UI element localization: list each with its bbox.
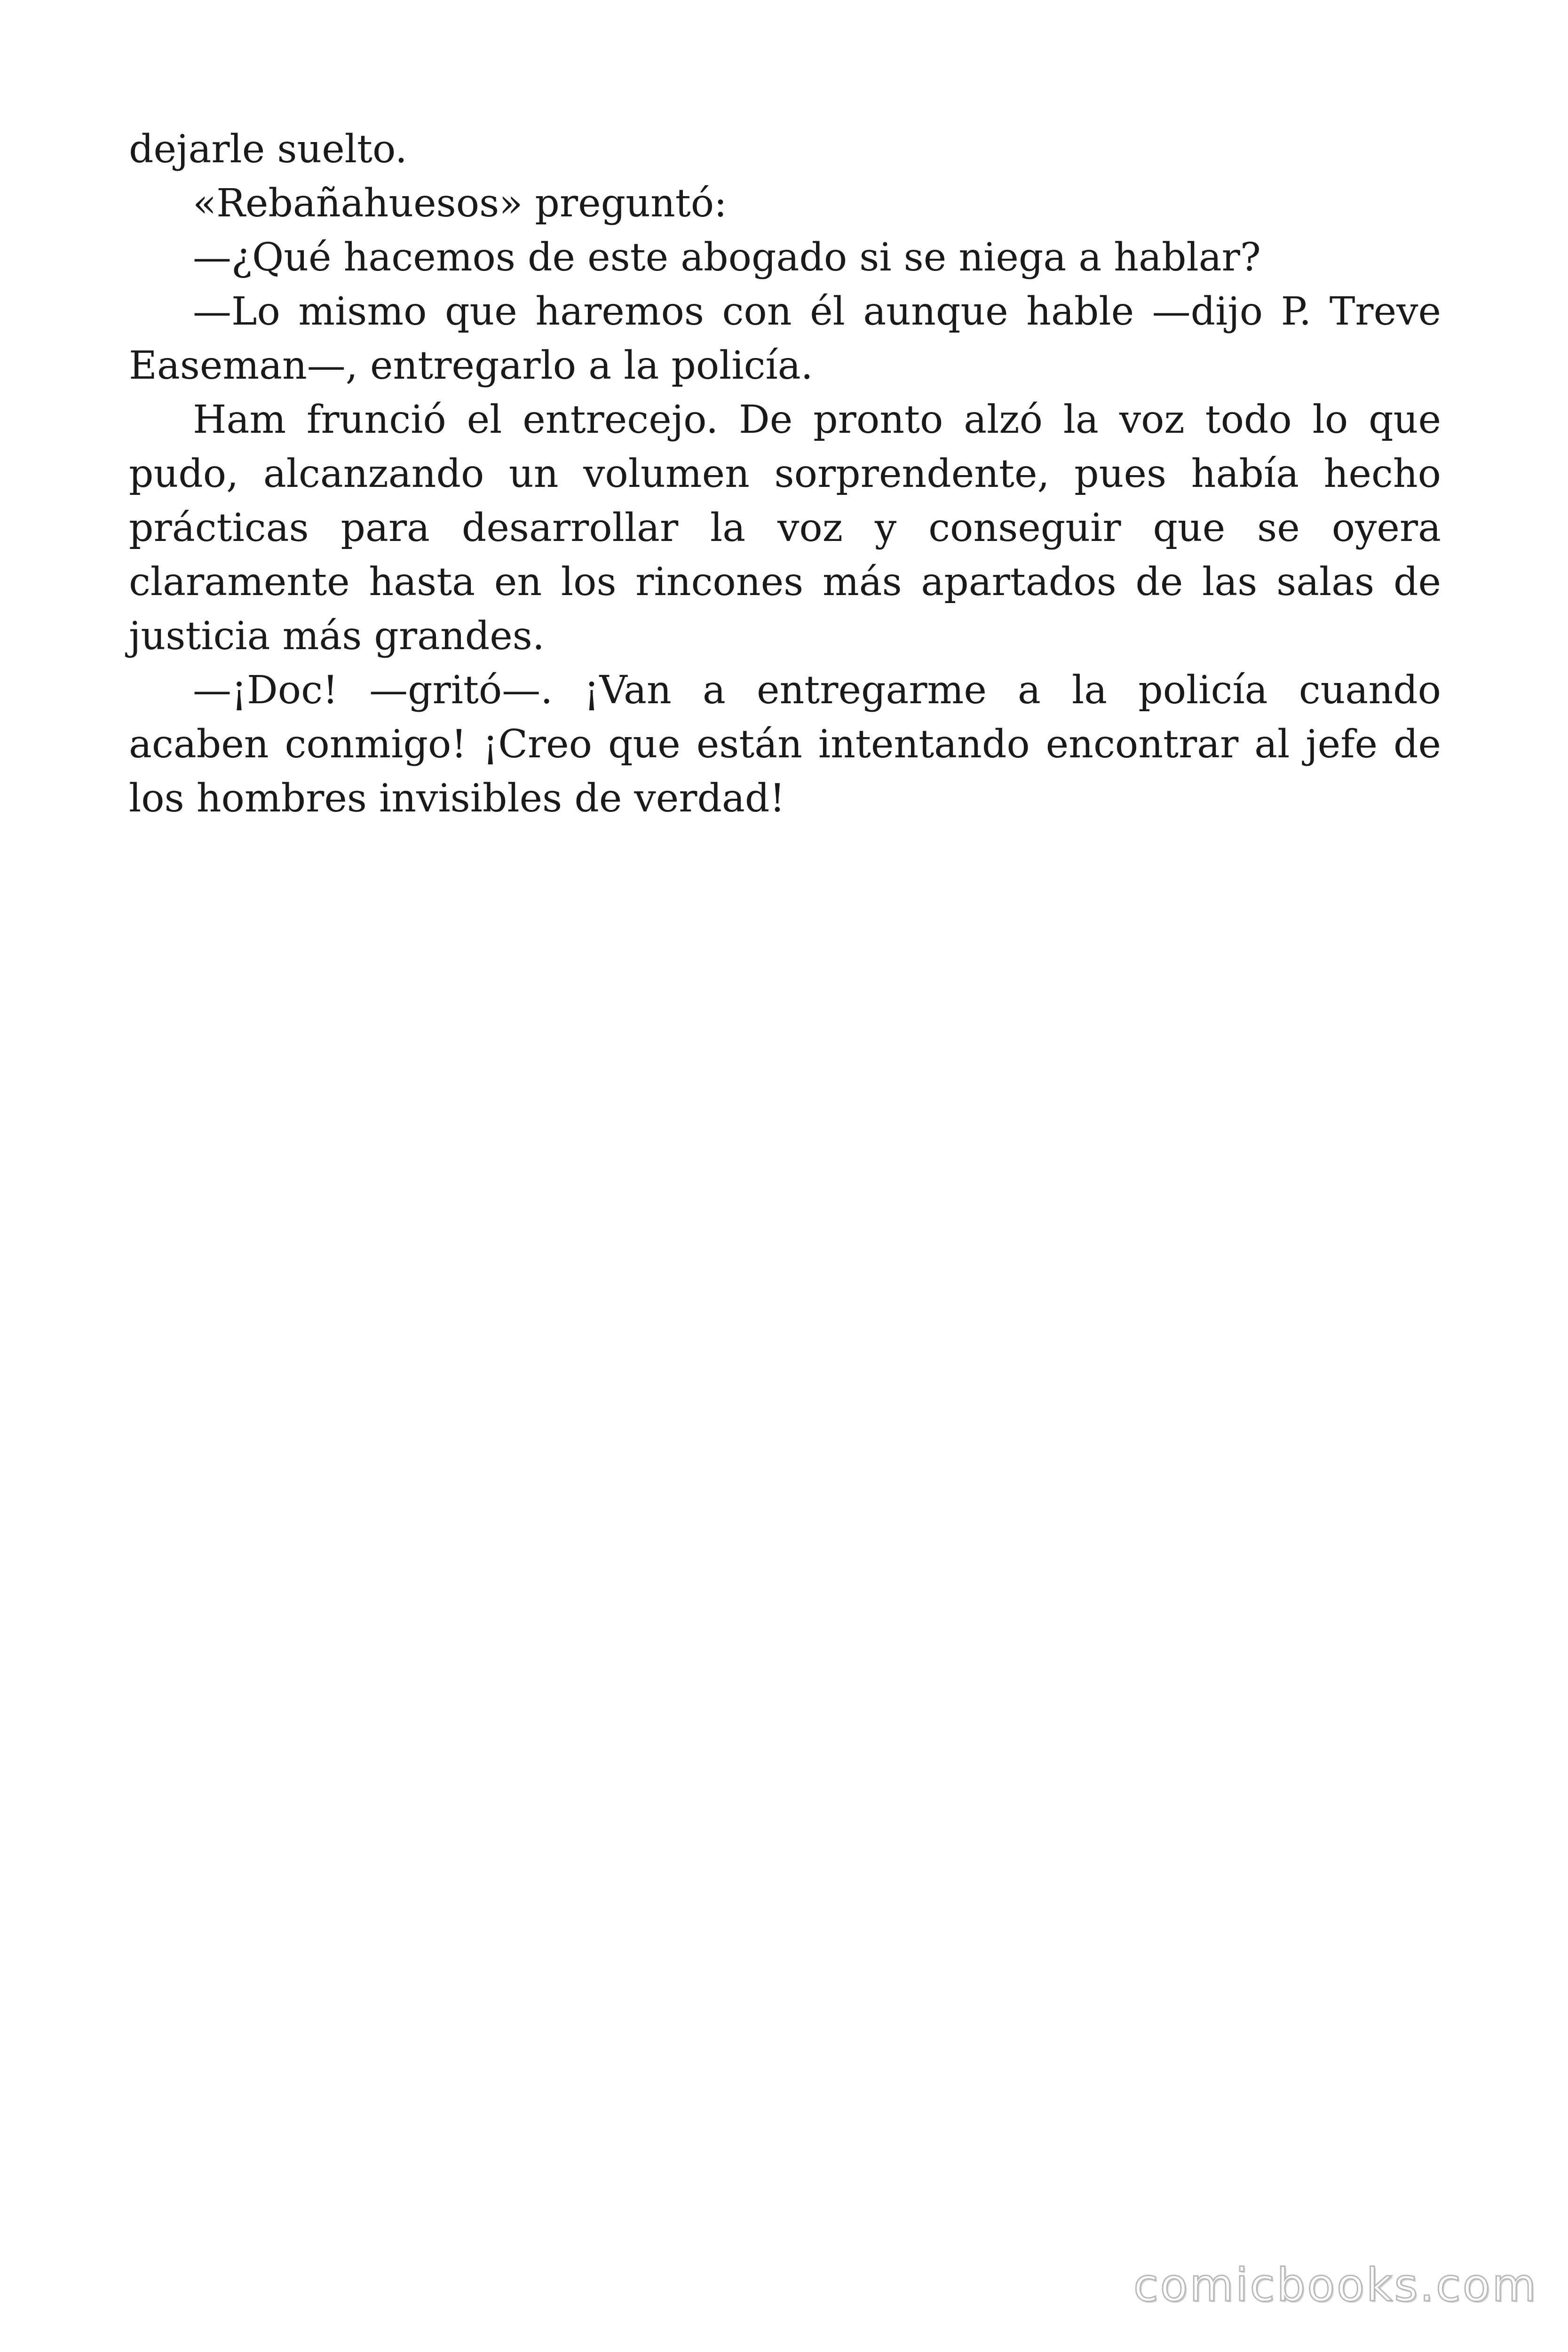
paragraph: «Rebañahuesos» preguntó: [193,181,727,226]
paragraph-dialogue: —¡Doc! —gritó—. ¡Van a entregarme a la policía cuando acaben conmigo! ¡Creo que están intentando encontrar al jefe de los hombres invisibles de verdad! [129,668,1441,821]
page-text [129,122,1441,826]
watermark-logo: comicbooks.com [1133,2259,1538,2312]
paragraph-continuation: dejarle suelto. [129,127,407,172]
paragraph-dialogue: —Lo mismo que haremos con él aunque hable —dijo P. Treve Easeman—, entregarlo a la policía. [129,289,1441,388]
paragraph: Ham frunció el entrecejo. De pronto alzó la voz todo lo que pudo, alcanzando un volumen sorprendente, pues había hecho prácticas para desarrollar la voz y conseguir que se oyera claramente hasta en los rincones más apartados de las salas de justicia más grandes. [129,397,1441,659]
paragraph-dialogue: —¿Qué hacemos de este abogado si se niega a hablar? [193,235,1261,280]
